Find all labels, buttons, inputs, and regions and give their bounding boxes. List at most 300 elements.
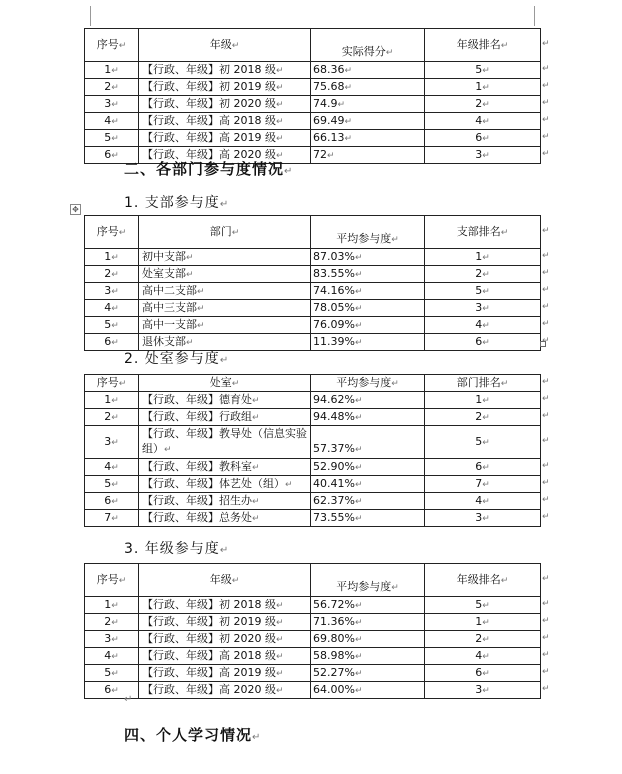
table-cell <box>139 130 311 147</box>
cell-text: 72 <box>313 147 327 161</box>
cell-text: 6 <box>104 147 112 161</box>
cell-end-mark: ↵ <box>482 634 490 645</box>
table-cell <box>311 96 425 113</box>
cell-text: 6 <box>475 459 483 473</box>
table-cell <box>425 476 541 493</box>
cell-text: 3 <box>104 283 112 297</box>
subsection-title-grade <box>124 538 229 558</box>
cell-text: 【行政、年级】初 2019 级 <box>142 79 276 93</box>
table-cell <box>139 283 311 300</box>
cell-text: 83.55% <box>313 266 355 280</box>
table-header-cell <box>311 216 425 249</box>
table-cell <box>311 113 425 130</box>
table-cell <box>139 409 311 426</box>
cell-text: 6 <box>104 493 112 507</box>
cell-end-mark: ↵ <box>482 479 490 490</box>
table-row <box>85 614 541 631</box>
table-cell <box>425 317 541 334</box>
table-cell <box>85 476 139 493</box>
cell-text: 序号 <box>96 375 119 389</box>
cell-end-mark: ↵ <box>252 412 260 423</box>
row-end-mark: ↵ <box>542 410 550 421</box>
table-header-cell <box>311 564 425 597</box>
cell-text: 4 <box>475 648 483 662</box>
table-row <box>85 130 541 147</box>
cell-end-mark: ↵ <box>111 479 119 490</box>
cell-end-mark: ↵ <box>482 617 490 628</box>
cell-text: 6 <box>104 682 112 696</box>
cell-text: 71.36% <box>313 614 355 628</box>
cell-end-mark: ↵ <box>482 303 490 314</box>
cell-end-mark: ↵ <box>285 479 293 490</box>
table-cell <box>311 62 425 79</box>
cell-text: 74.9 <box>313 96 338 110</box>
table-cell <box>139 510 311 527</box>
cell-text: 4 <box>104 113 112 127</box>
cell-text: 【行政、年级】初 2020 级 <box>142 96 276 110</box>
table-header-cell <box>311 375 425 392</box>
table-cell <box>85 510 139 527</box>
row-end-mark: ↵ <box>542 97 550 108</box>
cell-text: 【行政、年级】初 2018 级 <box>142 597 276 611</box>
table-header-cell <box>425 375 541 392</box>
cell-text: 处室支部 <box>142 266 186 280</box>
table-grade-participation <box>84 563 541 699</box>
cell-end-mark: ↵ <box>482 600 490 611</box>
cell-text: 3 <box>104 96 112 110</box>
table-cell <box>139 648 311 665</box>
table-cell <box>85 249 139 266</box>
table-cell <box>425 334 541 351</box>
table-cell <box>311 283 425 300</box>
table-row <box>85 597 541 614</box>
cell-end-mark: ↵ <box>111 668 119 679</box>
crop-mark-right <box>534 6 535 26</box>
cell-end-mark: ↵ <box>252 462 260 473</box>
cell-text: 1 <box>475 249 483 263</box>
cell-text: 3 <box>475 682 483 696</box>
cell-end-mark: ↵ <box>482 685 490 696</box>
cell-text: 3 <box>104 631 112 645</box>
cell-end-mark: ↵ <box>354 412 363 423</box>
section-title-text: 四、个人学习情况 <box>124 726 253 744</box>
table-header-cell <box>85 375 139 392</box>
table-row <box>85 113 541 130</box>
cell-end-mark: ↵ <box>252 395 260 406</box>
cell-text: 3 <box>475 147 483 161</box>
table-cell <box>425 266 541 283</box>
cell-end-mark: ↵ <box>186 337 194 348</box>
cell-end-mark: ↵ <box>111 133 119 144</box>
table-header-cell <box>425 29 541 62</box>
cell-end-mark: ↵ <box>482 513 490 524</box>
cell-end-mark: ↵ <box>276 82 284 93</box>
cell-text: 11.39% <box>313 334 355 348</box>
cell-end-mark: ↵ <box>482 116 490 127</box>
row-end-mark: ↵ <box>542 393 550 404</box>
cell-end-mark: ↵ <box>276 685 284 696</box>
table-cell <box>311 648 425 665</box>
cell-text: 2 <box>475 409 483 423</box>
table-cell <box>425 392 541 409</box>
cell-end-mark: ↵ <box>482 337 490 348</box>
table-cell <box>139 459 311 476</box>
table-cell <box>425 113 541 130</box>
table-cell <box>85 614 139 631</box>
cell-end-mark: ↵ <box>344 65 353 76</box>
row-end-mark: ↵ <box>542 80 550 91</box>
cell-text: 3 <box>475 510 483 524</box>
cell-end-mark: ↵ <box>197 303 205 314</box>
row-end-mark: ↵ <box>542 250 550 261</box>
cell-text: 平均参与度 <box>336 580 392 593</box>
cell-end-mark: ↵ <box>354 685 363 696</box>
cell-text: 73.55% <box>313 510 355 524</box>
table-body <box>85 375 541 527</box>
row-end-mark: ↵ <box>542 649 550 660</box>
cell-text: 4 <box>104 648 112 662</box>
cell-end-mark: ↵ <box>118 227 127 238</box>
table-cell <box>425 682 541 699</box>
cell-end-mark: ↵ <box>111 651 119 662</box>
cell-end-mark: ↵ <box>111 685 119 696</box>
cell-text: 6 <box>104 334 112 348</box>
table-cell <box>425 493 541 510</box>
cell-end-mark: ↵ <box>482 65 490 76</box>
table-cell <box>311 510 425 527</box>
table-cell <box>85 317 139 334</box>
subsection-title-text: 1. 支部参与度 <box>124 195 220 211</box>
subsection-title-text: 2. 处室参与度 <box>124 351 220 367</box>
cell-end-mark: ↵ <box>354 252 363 263</box>
table-header-cell <box>425 216 541 249</box>
table-row <box>85 317 541 334</box>
cell-text: 年级排名 <box>456 572 501 586</box>
paragraph-mark: ↵ <box>219 199 230 210</box>
cell-end-mark: ↵ <box>482 269 490 280</box>
table-cell <box>425 614 541 631</box>
cell-text: 4 <box>104 459 112 473</box>
table-cell <box>425 130 541 147</box>
row-end-mark: ↵ <box>542 666 550 677</box>
table-header-cell <box>139 216 311 249</box>
paragraph-mark: ↵ <box>284 166 294 177</box>
cell-end-mark: ↵ <box>354 513 363 524</box>
table-cell <box>311 392 425 409</box>
cell-end-mark: ↵ <box>111 150 119 161</box>
cell-text: 74.16% <box>313 283 355 297</box>
table-cell <box>85 665 139 682</box>
table-header-cell <box>85 29 139 62</box>
row-end-mark: ↵ <box>542 494 550 505</box>
cell-end-mark: ↵ <box>354 320 363 331</box>
row-end-mark: ↵ <box>542 267 550 278</box>
table-cell <box>425 147 541 164</box>
cell-end-mark: ↵ <box>118 378 127 389</box>
table-cell <box>139 79 311 96</box>
cell-text: 2 <box>104 79 112 93</box>
cell-end-mark: ↵ <box>354 634 363 645</box>
row-end-mark: ↵ <box>542 301 550 312</box>
cell-end-mark: ↵ <box>354 462 363 473</box>
table-header-row <box>85 375 541 392</box>
table-cell <box>425 426 541 459</box>
cell-text: 【行政、年级】高 2020 级 <box>142 147 276 161</box>
cell-end-mark: ↵ <box>186 269 194 280</box>
table-body <box>85 29 541 164</box>
table-cell <box>139 493 311 510</box>
table-row <box>85 493 541 510</box>
table-row <box>85 266 541 283</box>
cell-text: 66.13 <box>313 130 345 144</box>
cell-text: 52.27% <box>313 665 355 679</box>
table-row <box>85 665 541 682</box>
table-header-cell <box>425 564 541 597</box>
cell-text: 5 <box>104 476 112 490</box>
cell-text: 【行政、年级】初 2019 级 <box>142 614 276 628</box>
cell-text: 6 <box>475 130 483 144</box>
row-end-mark: ↵ <box>542 632 550 643</box>
row-end-mark: ↵ <box>542 114 550 125</box>
cell-end-mark: ↵ <box>482 412 490 423</box>
cell-text: 2 <box>104 614 112 628</box>
table-cell <box>311 682 425 699</box>
cell-text: 序号 <box>96 224 119 238</box>
table-row <box>85 62 541 79</box>
row-end-mark: ↵ <box>542 460 550 471</box>
table-cell <box>85 459 139 476</box>
table-cell <box>139 392 311 409</box>
cell-text: 6 <box>475 665 483 679</box>
row-end-mark: ↵ <box>542 131 550 142</box>
table-cell <box>311 614 425 631</box>
cell-end-mark: ↵ <box>276 150 284 161</box>
table-row <box>85 648 541 665</box>
cell-end-mark: ↵ <box>482 395 490 406</box>
section-title-text: 二、各部门参与度情况 <box>124 160 285 178</box>
table-cell <box>139 300 311 317</box>
table-row <box>85 459 541 476</box>
cell-end-mark: ↵ <box>111 337 119 348</box>
cell-text: 部门 <box>209 224 232 238</box>
cell-text: 4 <box>475 317 483 331</box>
table-cell <box>425 459 541 476</box>
table-header-row <box>85 564 541 597</box>
cell-end-mark: ↵ <box>482 150 490 161</box>
cell-end-mark: ↵ <box>482 437 490 448</box>
table-cell <box>85 409 139 426</box>
cell-text: 7 <box>475 476 483 490</box>
table-row <box>85 476 541 493</box>
table-cell <box>85 130 139 147</box>
table-cell <box>425 96 541 113</box>
table-header-cell <box>139 375 311 392</box>
table-cell <box>311 409 425 426</box>
cell-text: 【行政、年级】初 2020 级 <box>142 631 276 645</box>
cell-end-mark: ↵ <box>344 133 353 144</box>
table-body <box>85 216 541 351</box>
cell-end-mark: ↵ <box>276 116 284 127</box>
cell-end-mark: ↵ <box>252 513 260 524</box>
table-body <box>85 564 541 699</box>
cell-text: 2 <box>104 409 112 423</box>
table-cell <box>311 426 425 459</box>
table-row <box>85 79 541 96</box>
cell-text: 支部排名 <box>456 224 501 238</box>
cell-text: 高中一支部 <box>142 317 197 331</box>
table-cell <box>425 300 541 317</box>
table-move-handle-icon[interactable]: ✥ <box>70 204 81 215</box>
cell-text: 68.36 <box>313 62 345 76</box>
cell-end-mark: ↵ <box>111 252 119 263</box>
table-cell <box>139 631 311 648</box>
cell-end-mark: ↵ <box>482 286 490 297</box>
cell-text: 5 <box>104 317 112 331</box>
cell-end-mark: ↵ <box>231 40 240 51</box>
cell-text: 年级 <box>209 37 232 51</box>
cell-end-mark: ↵ <box>354 337 363 348</box>
cell-text: 【行政、年级】初 2018 级 <box>142 62 276 76</box>
cell-end-mark: ↵ <box>276 668 284 679</box>
cell-text: 高中三支部 <box>142 300 197 314</box>
cell-end-mark: ↵ <box>354 617 363 628</box>
cell-end-mark: ↵ <box>500 378 509 389</box>
cell-end-mark: ↵ <box>337 99 346 110</box>
table-row <box>85 96 541 113</box>
cell-end-mark: ↵ <box>111 116 119 127</box>
cell-text: 年级 <box>209 572 232 586</box>
cell-end-mark: ↵ <box>354 600 363 611</box>
table-cell <box>311 300 425 317</box>
cell-end-mark: ↵ <box>276 617 284 628</box>
table-cell <box>425 62 541 79</box>
cell-end-mark: ↵ <box>276 651 284 662</box>
cell-end-mark: ↵ <box>354 651 363 662</box>
table-cell <box>425 648 541 665</box>
cell-text: 94.62% <box>313 392 355 406</box>
cell-text: 69.49 <box>313 113 345 127</box>
cell-text: 【行政、年级】行政组 <box>142 409 252 423</box>
cell-end-mark: ↵ <box>276 65 284 76</box>
cell-text: 实际得分 <box>341 45 386 58</box>
table-cell <box>311 597 425 614</box>
cell-text: 【行政、年级】高 2019 级 <box>142 130 276 144</box>
cell-end-mark: ↵ <box>276 133 284 144</box>
cell-text: 76.09% <box>313 317 355 331</box>
cell-end-mark: ↵ <box>354 269 363 280</box>
cell-end-mark: ↵ <box>111 462 119 473</box>
table-cell <box>139 597 311 614</box>
cell-end-mark: ↵ <box>327 150 335 161</box>
cell-end-mark: ↵ <box>482 99 490 110</box>
table-row <box>85 300 541 317</box>
table-cell <box>139 614 311 631</box>
table-cell <box>425 409 541 426</box>
table-cell <box>311 476 425 493</box>
cell-text: 序号 <box>96 37 119 51</box>
cell-end-mark: ↵ <box>231 575 240 586</box>
cell-text: 75.68 <box>313 79 345 93</box>
subsection-title-office <box>124 348 229 368</box>
cell-end-mark: ↵ <box>482 82 490 93</box>
paragraph-mark: ↵ <box>252 732 262 743</box>
table-cell <box>85 62 139 79</box>
table-cell <box>85 300 139 317</box>
table-row <box>85 392 541 409</box>
table-cell <box>311 631 425 648</box>
table-cell <box>85 79 139 96</box>
cell-end-mark: ↵ <box>482 320 490 331</box>
cell-text: 3 <box>104 434 112 448</box>
cell-text: 6 <box>475 334 483 348</box>
cell-text: 部门排名 <box>456 375 501 389</box>
table-cell <box>139 249 311 266</box>
table-grade-scores <box>84 28 541 164</box>
cell-end-mark: ↵ <box>354 496 363 507</box>
table-cell <box>425 665 541 682</box>
table-cell <box>425 249 541 266</box>
row-end-mark: ↵ <box>542 598 550 609</box>
cell-text: 【行政、年级】教导处（信息实验组） <box>142 427 307 455</box>
cell-end-mark: ↵ <box>231 227 240 238</box>
cell-end-mark: ↵ <box>500 575 509 586</box>
cell-text: 94.48% <box>313 409 355 423</box>
cell-text: 52.90% <box>313 459 355 473</box>
cell-text: 5 <box>104 665 112 679</box>
cell-text: 处室 <box>209 375 232 389</box>
cell-end-mark: ↵ <box>344 116 353 127</box>
table-row <box>85 682 541 699</box>
cell-text: 【行政、年级】总务处 <box>142 510 252 524</box>
cell-text: 序号 <box>96 572 119 586</box>
row-end-mark: ↵ <box>542 477 550 488</box>
table-cell <box>425 79 541 96</box>
cell-text: 1 <box>475 392 483 406</box>
cell-end-mark: ↵ <box>111 496 119 507</box>
cell-end-mark: ↵ <box>500 227 509 238</box>
table-header-cell <box>85 564 139 597</box>
table-cell <box>139 317 311 334</box>
cell-end-mark: ↵ <box>111 320 119 331</box>
cell-text: 2 <box>104 266 112 280</box>
row-end-mark: ↵ <box>542 435 550 446</box>
row-end-mark: ↵ <box>542 511 550 522</box>
crop-mark-left <box>90 6 91 26</box>
cell-text: 1 <box>104 249 112 263</box>
table-cell <box>85 493 139 510</box>
cell-text: 3 <box>475 300 483 314</box>
cell-end-mark: ↵ <box>111 65 119 76</box>
cell-end-mark: ↵ <box>111 269 119 280</box>
cell-text: 平均参与度 <box>336 232 392 245</box>
cell-end-mark: ↵ <box>354 286 363 297</box>
table-cell <box>311 334 425 351</box>
cell-end-mark: ↵ <box>354 445 363 455</box>
table-header-cell <box>85 216 139 249</box>
table-cell <box>425 631 541 648</box>
cell-end-mark: ↵ <box>252 496 260 507</box>
table-cell <box>139 476 311 493</box>
table-cell <box>139 682 311 699</box>
table-cell <box>85 266 139 283</box>
table-cell <box>311 459 425 476</box>
cell-end-mark: ↵ <box>482 496 490 507</box>
cell-end-mark: ↵ <box>354 668 363 679</box>
cell-text: 【行政、年级】体艺处（组） <box>142 476 285 490</box>
table-cell <box>311 665 425 682</box>
table-row <box>85 510 541 527</box>
cell-end-mark: ↵ <box>111 303 119 314</box>
